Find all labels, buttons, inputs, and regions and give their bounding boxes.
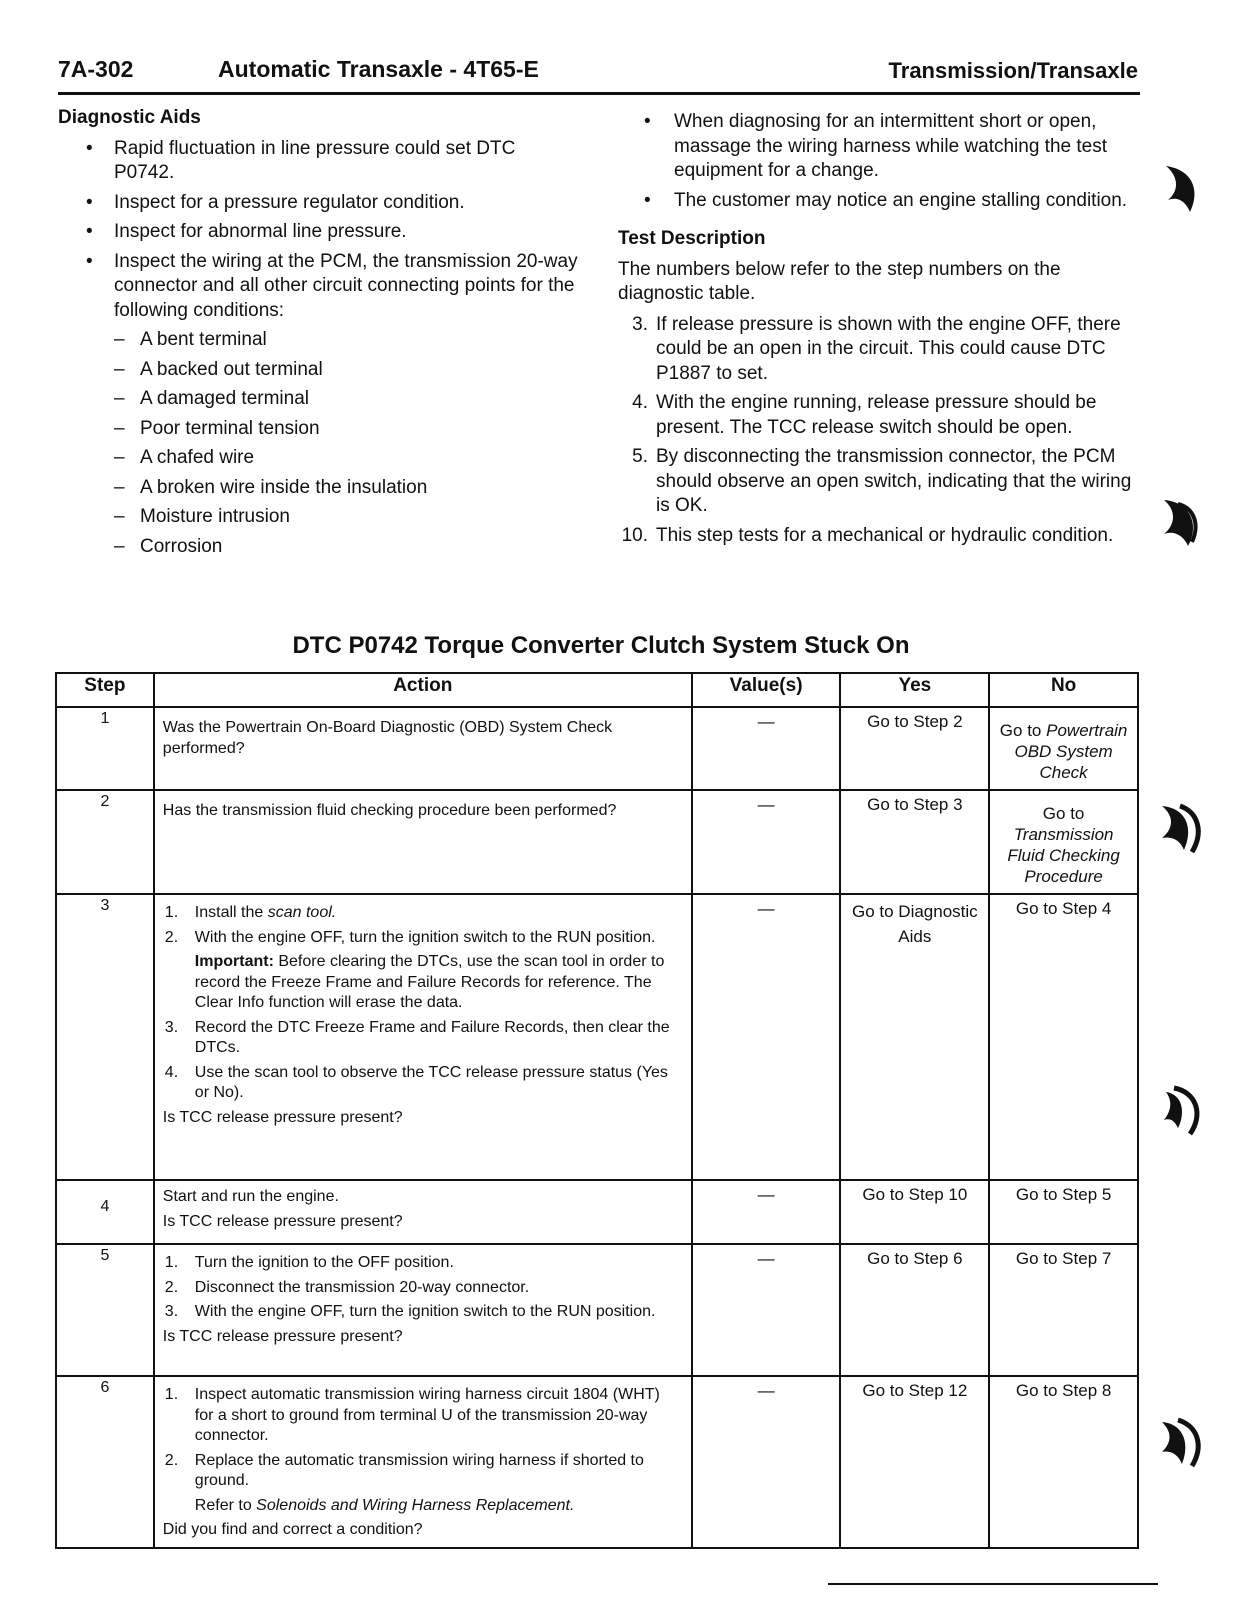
header-yes: Yes	[840, 673, 989, 707]
conditions-list	[58, 328, 578, 559]
value-cell: —	[692, 1244, 841, 1376]
header-action: Action	[154, 673, 692, 707]
no-cell: Go to Step 5	[989, 1180, 1138, 1244]
diagnostic-aids-list-continued	[618, 110, 1138, 213]
binding-hole-icon	[1160, 1082, 1204, 1138]
header-step: Step	[56, 673, 154, 707]
page-title: Automatic Transaxle - 4T65-E	[218, 56, 539, 82]
header-values: Value(s)	[692, 673, 841, 707]
test-description-intro: The numbers below refer to the step numbers on the diagnostic table.	[618, 258, 1061, 304]
footer-rule	[828, 1583, 1158, 1585]
table-row	[56, 1244, 1138, 1376]
table-row	[56, 707, 1138, 790]
list-item: • Rapid fluctuation in line pressure could set DTC P0742.	[58, 137, 578, 186]
test-description-item: 5. By disconnecting the transmission connector, the PCM should observe an open switch, indicating that the wiring is OK.	[632, 446, 1132, 516]
condition-item: – Moisture intrusion	[58, 505, 578, 530]
action-cell	[154, 1180, 692, 1244]
no-cell: Go to Powertrain OBD System Check	[989, 707, 1138, 790]
no-cell: Go to Step 7	[989, 1244, 1138, 1376]
condition-item: – Poor terminal tension	[58, 417, 578, 442]
header-rule	[58, 92, 1140, 95]
action-step: 2. Replace the automatic transmission wiring harness if shorted to ground.	[164, 1451, 644, 1489]
diagnostic-aids	[58, 106, 578, 564]
right-column	[618, 110, 1138, 553]
list-item: • Inspect for abnormal line pressure.	[58, 220, 578, 245]
list-item: • The customer may notice an engine stalling condition.	[618, 189, 1138, 214]
binding-hole-icon	[1160, 162, 1204, 218]
condition-item: – A bent terminal	[58, 328, 578, 353]
test-description-heading: Test Description	[618, 228, 766, 249]
table-row	[56, 790, 1138, 894]
action-question: Is TCC release pressure present?	[162, 1212, 403, 1230]
action-cell	[154, 707, 692, 790]
list-item: • When diagnosing for an intermittent short or open, massage the wiring harness while watching the test equipment for a change.	[618, 110, 1138, 184]
condition-item: – Corrosion	[58, 535, 578, 560]
condition-item: – A broken wire inside the insulation	[58, 476, 578, 501]
important-note: Important: Before clearing the DTCs, use the scan tool in order to record the Freeze Frame and Failure Records for reference. The Clear Info function will erase the data.	[194, 953, 665, 1011]
action-step: 4. Use the scan tool to observe the TCC release pressure status (Yes or No).	[164, 1063, 668, 1101]
value-cell: —	[692, 894, 841, 1180]
action-cell	[154, 1244, 692, 1376]
step-number: 3	[56, 894, 154, 1180]
test-description-item: 3. If release pressure is shown with the engine OFF, there could be an open in the circuit. This could cause DTC P1887 to set.	[632, 313, 1121, 384]
step-number: 1	[56, 707, 154, 790]
value-cell: —	[692, 707, 841, 790]
action-step: 1. Install the scan tool.	[164, 904, 337, 921]
no-cell: Go to Step 4	[989, 894, 1138, 1180]
yes-cell: Go to Step 3	[840, 790, 989, 894]
page-number: 7A-302	[58, 56, 134, 82]
yes-cell: Go to Step 10	[840, 1180, 989, 1244]
action-step: 2. Disconnect the transmission 20-way connector.	[164, 1278, 530, 1296]
table-row	[56, 894, 1138, 1180]
action-step: 3. Record the DTC Freeze Frame and Failure Records, then clear the DTCs.	[164, 1018, 670, 1056]
diagnostic-table	[55, 672, 1139, 1549]
page-header	[58, 56, 1138, 88]
test-description-item: 10. This step tests for a mechanical or hydraulic condition.	[621, 524, 1114, 546]
yes-cell: Go to Step 12	[840, 1376, 989, 1548]
condition-item: – A backed out terminal	[58, 358, 578, 383]
value-cell: —	[692, 790, 841, 894]
binding-hole-icon	[1160, 494, 1204, 550]
condition-item: – A chafed wire	[58, 446, 578, 471]
test-description-item: 4. With the engine running, release pressure should be present. The TCC release switch should be open.	[632, 392, 1097, 438]
action-cell	[154, 1376, 692, 1548]
diagnostic-aids-list	[58, 137, 578, 324]
action-question: Is TCC release pressure present?	[162, 1108, 403, 1126]
table-row	[56, 1376, 1138, 1548]
table-header-row	[56, 673, 1138, 707]
action-step: Start and run the engine.	[162, 1188, 339, 1205]
section-title: Transmission/Transaxle	[888, 58, 1138, 83]
action-cell	[154, 790, 692, 894]
binding-hole-icon	[1160, 800, 1204, 856]
no-cell: Go to Transmission Fluid Checking Procedure	[989, 790, 1138, 894]
yes-cell: Go to Step 2	[840, 707, 989, 790]
table-row	[56, 1180, 1138, 1244]
table-title: DTC P0742 Torque Converter Clutch System Stuck On	[292, 632, 910, 659]
value-cell: —	[692, 1180, 841, 1244]
binding-hole-icon	[1160, 1414, 1204, 1470]
action-step: 2. With the engine OFF, turn the ignition switch to the RUN position.	[164, 928, 656, 946]
header-no: No	[989, 673, 1138, 707]
refer-note: Refer to Solenoids and Wiring Harness Replacement.	[194, 1496, 575, 1514]
action-step: 1. Inspect automatic transmission wiring harness circuit 1804 (WHT) for a short to ground from terminal U of the transmission 20-way connector.	[164, 1386, 660, 1444]
condition-item: – A damaged terminal	[58, 387, 578, 412]
diagnostic-aids-heading: Diagnostic Aids	[58, 107, 201, 128]
list-item: • Inspect for a pressure regulator condition.	[58, 191, 578, 216]
action-step: 3. With the engine OFF, turn the ignition switch to the RUN position.	[164, 1303, 656, 1320]
wiring-inspection-text: Inspect the wiring at the PCM, the transmission 20-way connector and all other circuit connecting points for the following conditions:	[114, 250, 578, 321]
action-step: 1. Turn the ignition to the OFF position.	[164, 1254, 454, 1271]
action-question: Is TCC release pressure present?	[162, 1327, 403, 1345]
value-cell: —	[692, 1376, 841, 1548]
step-number: 4	[56, 1180, 154, 1244]
action-question: Has the transmission fluid checking procedure been performed?	[162, 802, 617, 819]
test-description-list	[618, 313, 1138, 549]
list-item	[58, 250, 578, 324]
action-question: Was the Powertrain On-Board Diagnostic (OBD) System Check performed?	[162, 719, 613, 757]
action-question: Did you find and correct a condition?	[162, 1521, 423, 1538]
yes-cell: Go to Step 6	[840, 1244, 989, 1376]
yes-cell: Go to Diagnostic Aids	[840, 894, 989, 1180]
no-cell: Go to Step 8	[989, 1376, 1138, 1548]
action-cell	[154, 894, 692, 1180]
step-number: 5	[56, 1244, 154, 1376]
step-number: 6	[56, 1376, 154, 1548]
step-number: 2	[56, 790, 154, 894]
